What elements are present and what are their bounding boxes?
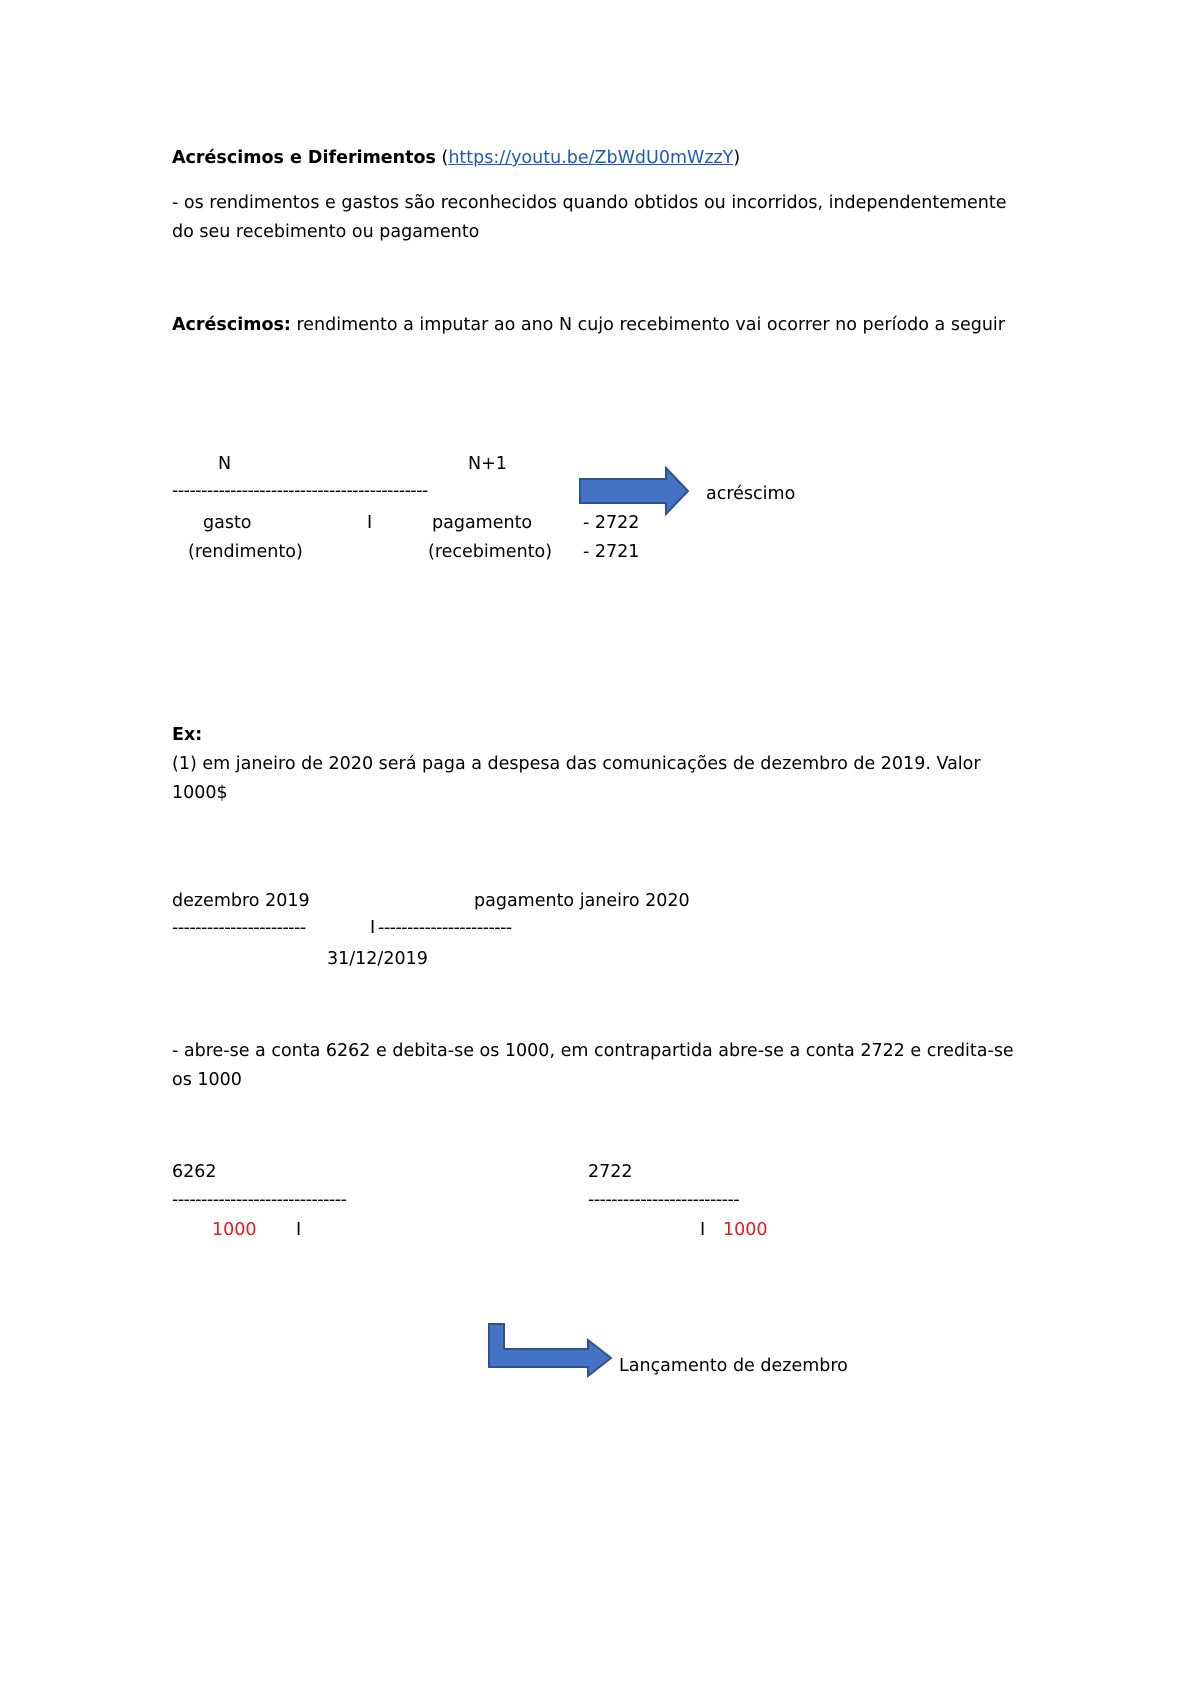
timeline1-gasto: gasto	[203, 513, 252, 533]
heading-title: Acréscimos e Diferimentos	[172, 148, 436, 168]
example-label: Ex:	[172, 725, 203, 745]
definition-term: Acréscimos:	[172, 315, 291, 335]
intro-line-2: do seu recebimento ou pagamento	[172, 222, 480, 242]
definition-text: rendimento a imputar ao ano N cujo recebimento vai ocorrer no período a seguir	[290, 315, 1005, 335]
account-2722-separator: I	[700, 1220, 706, 1240]
timeline1-label-n: N	[218, 454, 232, 474]
account-2722-line: --------------------------	[588, 1192, 740, 1210]
timeline2-tick: I	[370, 918, 376, 938]
timeline2-left-label: dezembro 2019	[172, 891, 310, 911]
timeline1-rendimento: (rendimento)	[188, 542, 303, 562]
account-6262-line: ------------------------------	[172, 1192, 347, 1210]
heading	[172, 150, 740, 168]
timeline1-code-2722: - 2722	[583, 513, 640, 533]
timeline1-arrow-label: acréscimo	[706, 484, 796, 504]
example-line-2: 1000$	[172, 783, 228, 803]
bent-arrow-shape	[489, 1324, 611, 1376]
right-arrow-shape	[580, 468, 688, 514]
timeline2-right-label: pagamento janeiro 2020	[474, 891, 690, 911]
example-line-1: (1) em janeiro de 2020 será paga a despesa das comunicações de dezembro de 2019. Valor	[172, 754, 981, 774]
bent-arrow-icon	[487, 1322, 615, 1378]
heading-paren-open: (	[441, 148, 449, 168]
intro-line-1: - os rendimentos e gastos são reconhecidos quando obtidos ou incorridos, independentemente	[172, 193, 1007, 213]
bottom-label: Lançamento de dezembro	[619, 1356, 848, 1376]
timeline1-pagamento: pagamento	[432, 513, 533, 533]
right-arrow-icon	[578, 466, 690, 516]
definition	[172, 317, 1005, 335]
timeline2-line-left: -----------------------	[172, 920, 306, 938]
timeline2-date: 31/12/2019	[327, 949, 428, 969]
youtube-link[interactable]: https://youtu.be/ZbWdU0mWzzY	[448, 148, 734, 168]
timeline2-line-right: -----------------------	[378, 920, 512, 938]
account-6262-separator: I	[296, 1220, 302, 1240]
entry-line-1: - abre-se a conta 6262 e debita-se os 1000, em contrapartida abre-se a conta 2722 e credita-se	[172, 1041, 1014, 1061]
heading-paren-close: )	[733, 148, 741, 168]
timeline1-recebimento: (recebimento)	[428, 542, 553, 562]
timeline1-code-2721: - 2721	[583, 542, 640, 562]
account-6262-debit-amount: 1000	[212, 1220, 257, 1240]
entry-line-2: os 1000	[172, 1070, 242, 1090]
timeline1-label-n1: N+1	[468, 454, 507, 474]
timeline1-line: --------------------------------------------	[172, 483, 428, 501]
account-6262-number: 6262	[172, 1162, 217, 1182]
timeline1-separator: I	[367, 513, 373, 533]
account-2722-number: 2722	[588, 1162, 633, 1182]
account-2722-credit-amount: 1000	[723, 1220, 768, 1240]
